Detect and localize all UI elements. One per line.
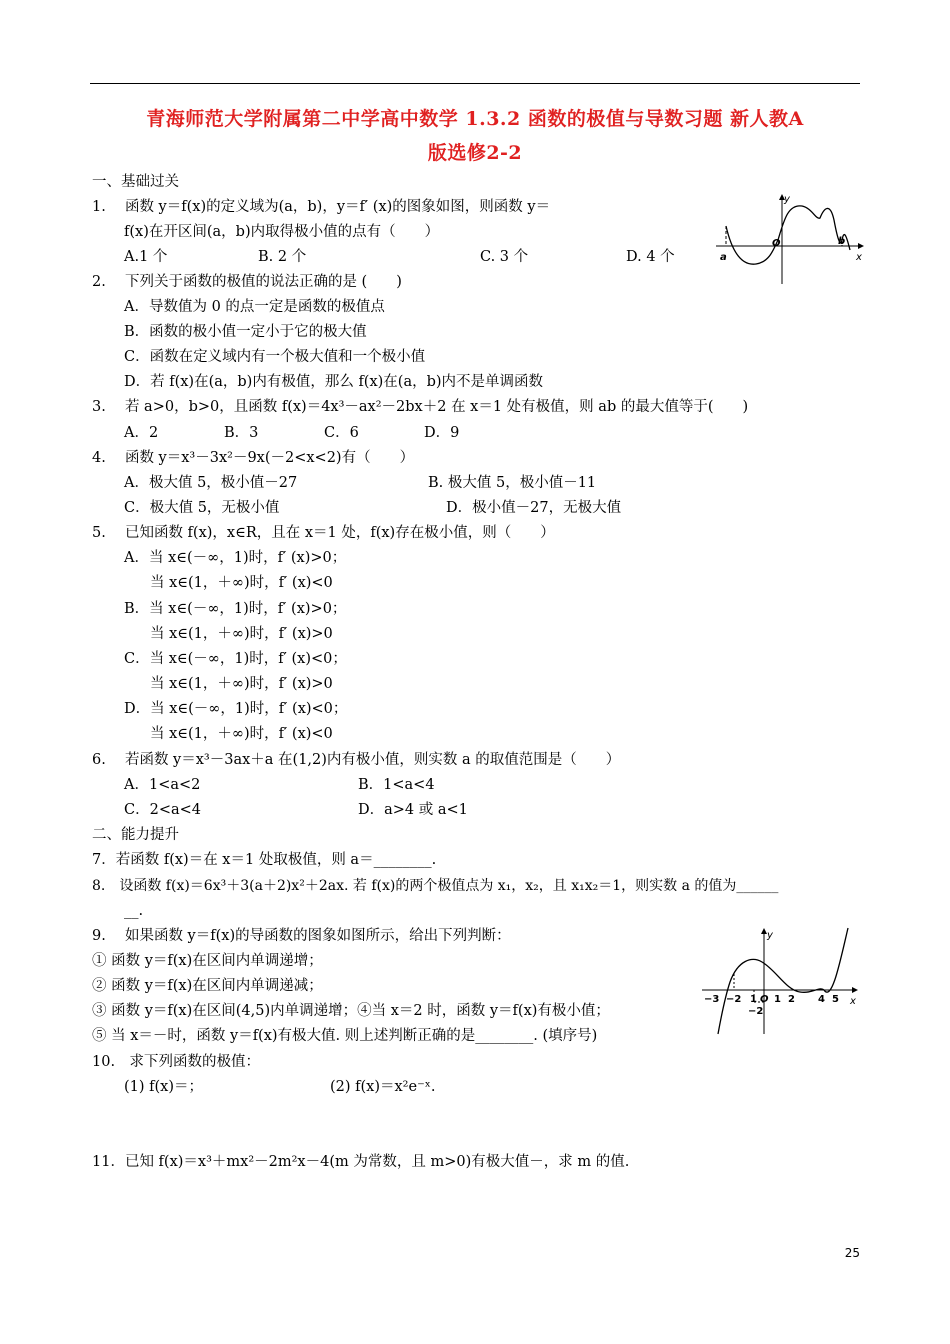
q6-option-a: A．1<a<2 [124, 777, 201, 793]
q5-stem: 5. 已知函数 f(x)，x∈R，且在 x＝1 处，f(x)存在极小值，则（ ） [92, 525, 555, 541]
q6-option-b: B．1<a<4 [358, 777, 435, 793]
fig1-a-label: a [720, 252, 727, 263]
q5-option-a-line2: 当 x∈(1，＋∞)时，f′ (x)<0 [150, 575, 333, 591]
q9-statement-2: ② 函数 y＝f(x)在区间内单调递减； [92, 978, 323, 994]
page-title-line2: 版选修2-2 [427, 142, 523, 164]
fig2-tick-5: 5 [832, 994, 839, 1005]
q1-option-a: A.1 个 [124, 249, 168, 265]
page-title-line1: 青海师范大学附属第二中学高中数学 1.3.2 函数的极值与导数习题 新人教A [146, 108, 804, 130]
q1-stem-line1: 1. 函数 y＝f(x)的定义域为(a，b)，y＝f′ (x)的图象如图，则函数 y＝ [92, 199, 551, 215]
fig2-origin-label: O [760, 994, 769, 1005]
q3-stem: 3. 若 a>0，b>0，且函数 f(x)＝4x³－ax²－2bx＋2 在 x＝1 处有极值，则 ab 的最大值等于( ) [92, 399, 749, 415]
q6-stem: 6. 若函数 y＝x³－3ax＋a 在(1,2)内有极小值，则实数 a 的取值范围是（ ） [92, 752, 621, 768]
q4-option-c: C．极大值 5，无极小值 [124, 500, 280, 516]
fig2-tick-neg-1: 1 [750, 994, 757, 1005]
q8-stem-line1: 8. 设函数 f(x)＝6x³＋3(a＋2)x²＋2ax. 若 f(x)的两个极值点为 x₁，x₂，且 x₁x₂＝1，则实数 a 的值为______ [92, 878, 779, 894]
q6-option-d: D．a>4 或 a<1 [358, 802, 468, 818]
q4-option-b: B. 极大值 5，极小值－11 [428, 475, 597, 491]
q8-stem-line2: __. [124, 903, 144, 919]
q3-option-d: D．9 [424, 425, 460, 441]
fig2-tick-neg3: −3 [704, 994, 720, 1005]
fig2-x-label: x [850, 996, 856, 1007]
q3-option-a: A．2 [124, 425, 159, 441]
q11-stem: 11．已知 f(x)＝x³＋mx²－2m²x－4(m 为常数，且 m>0)有极大值－，求 m 的值. [92, 1154, 630, 1170]
section-heading-advanced: 二、能力提升 [92, 827, 179, 843]
q1-option-b: B. 2 个 [258, 249, 307, 265]
q5-option-a-line1: A．当 x∈(－∞，1)时，f′ (x)>0； [124, 550, 347, 566]
q5-option-d-line2: 当 x∈(1，＋∞)时，f′ (x)<0 [150, 726, 333, 742]
q4-option-d: D．极小值－27，无极大值 [446, 500, 622, 516]
q1-derivative-graph [714, 190, 866, 288]
q5-option-b-line2: 当 x∈(1，＋∞)时，f′ (x)>0 [150, 626, 333, 642]
fig2-tick-4: 4 [818, 994, 825, 1005]
header-rule [90, 83, 860, 84]
fig1-origin-label: O [772, 238, 781, 249]
q10-part-2: (2) f(x)＝x²e⁻ˣ. [330, 1079, 436, 1095]
q2-stem: 2. 下列关于函数的极值的说法正确的是 ( ) [92, 274, 402, 290]
q4-option-a: A．极大值 5，极小值－27 [124, 475, 298, 491]
q3-option-b: B．3 [224, 425, 259, 441]
q7-stem: 7．若函数 f(x)＝在 x＝1 处取极值，则 a＝________. [92, 852, 437, 868]
page-number: 25 [844, 1246, 860, 1260]
fig2-y-label: y [767, 930, 773, 941]
fig2-tick-neg2-y: −2 [748, 1006, 764, 1017]
q10-part-1: (1) f(x)＝； [124, 1079, 204, 1095]
q1-option-d: D. 4 个 [626, 249, 675, 265]
fig2-tick-1: 1 [774, 994, 781, 1005]
q4-stem: 4. 函数 y＝x³－3x²－9x(－2<x<2)有（ ） [92, 450, 415, 466]
q9-stem: 9. 如果函数 y＝f(x)的导函数的图象如图所示，给出下列判断： [92, 928, 511, 944]
q2-option-b: B．函数的极小值一定小于它的极大值 [124, 324, 367, 340]
q9-statement-3-4: ③ 函数 y＝f(x)在区间(4,5)内单调递增；④当 x＝2 时，函数 y＝f(x)有极小值； [92, 1003, 610, 1019]
section-heading-basic: 一、基础过关 [92, 174, 179, 190]
fig1-y-label: y [784, 194, 790, 205]
q2-option-d: D．若 f(x)在(a，b)内有极值，那么 f(x)在(a，b)内不是单调函数 [124, 374, 544, 390]
q9-derivative-graph [700, 922, 862, 1040]
q5-option-c-line1: C．当 x∈(－∞，1)时，f′ (x)<0； [124, 651, 347, 667]
fig2-tick-neg2: −2 [726, 994, 742, 1005]
q2-option-a: A．导数值为 0 的点一定是函数的极值点 [124, 299, 385, 315]
q10-stem: 10. 求下列函数的极值： [92, 1054, 261, 1070]
q9-statement-1: ① 函数 y＝f(x)在区间内单调递增； [92, 953, 323, 969]
q5-option-c-line2: 当 x∈(1，＋∞)时，f′ (x)>0 [150, 676, 333, 692]
q9-statement-5: ⑤ 当 x＝－时，函数 y＝f(x)有极大值. 则上述判断正确的是________. (填序号) [92, 1028, 598, 1044]
q6-option-c: C．2<a<4 [124, 802, 201, 818]
fig2-tick-2: 2 [788, 994, 795, 1005]
q3-option-c: C．6 [324, 425, 359, 441]
q2-option-c: C．函数在定义域内有一个极大值和一个极小值 [124, 349, 426, 365]
fig1-x-label: x [856, 252, 862, 263]
fig1-b-label: b [838, 236, 846, 247]
q5-option-d-line1: D．当 x∈(－∞，1)时，f′ (x)<0； [124, 701, 348, 717]
q1-option-c: C. 3 个 [480, 249, 529, 265]
q1-stem-line2: f(x)在开区间(a，b)内取得极小值的点有（ ） [124, 224, 440, 240]
q5-option-b-line1: B．当 x∈(－∞，1)时，f′ (x)>0； [124, 601, 347, 617]
